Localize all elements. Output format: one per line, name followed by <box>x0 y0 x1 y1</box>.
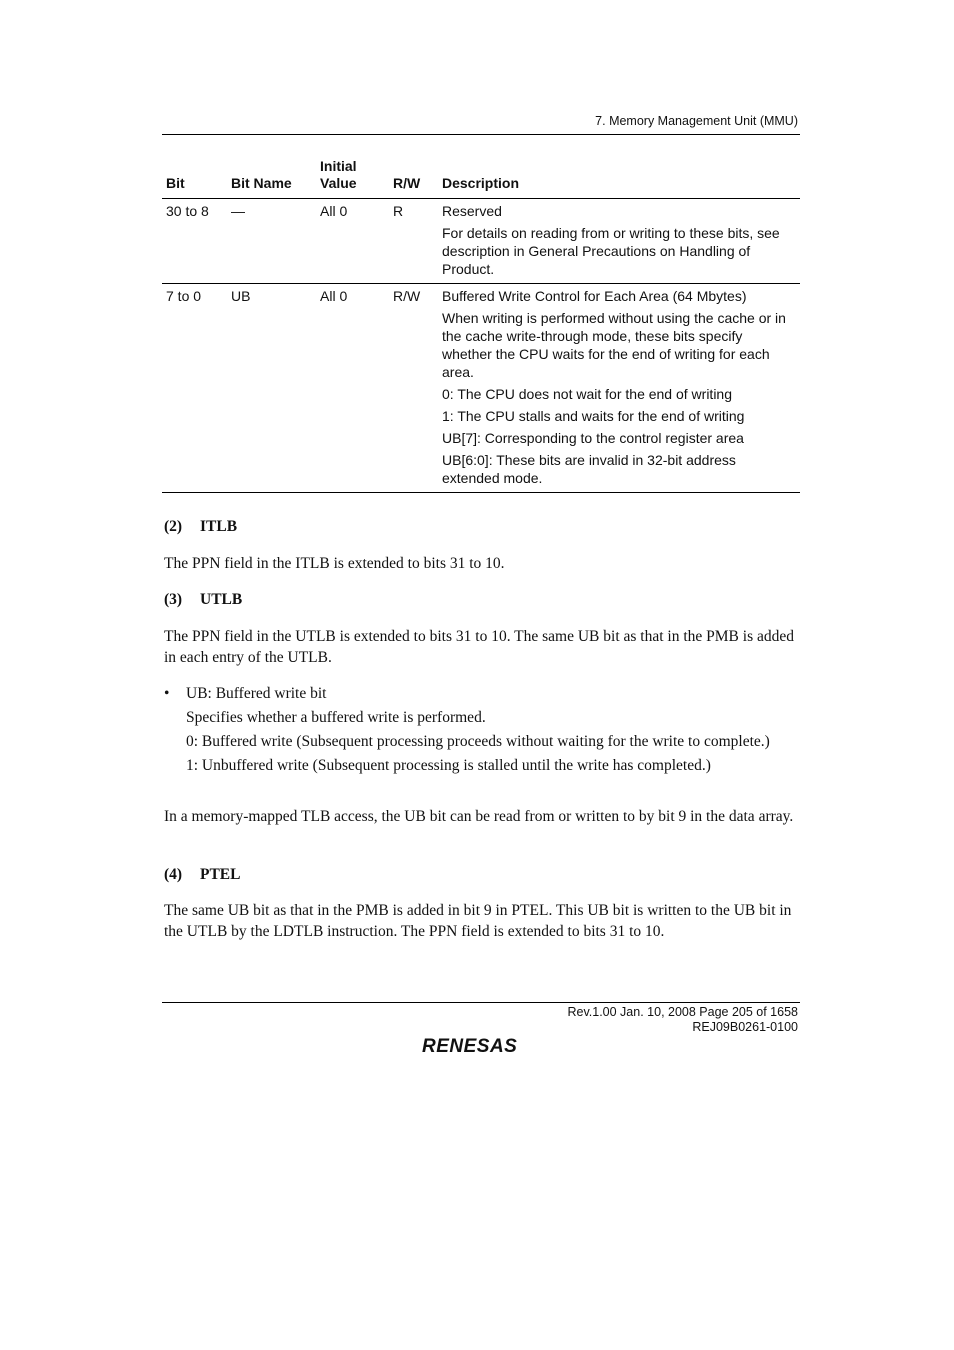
ub-bullet-item <box>164 682 800 778</box>
section-number: (3) <box>164 591 183 608</box>
running-header: 7. Memory Management Unit (MMU) <box>595 114 798 128</box>
cell-initial: All 0 <box>320 203 348 219</box>
cell-description <box>438 284 800 493</box>
section-heading-itlb <box>164 516 800 537</box>
cell-bit: 30 to 8 <box>166 203 209 219</box>
cell-rw: R <box>393 203 404 219</box>
table-row <box>162 199 800 284</box>
ptel-paragraph: The same UB bit as that in the PMB is added in bit 9 in PTEL. This UB bit is written to the UB bit in the UTLB by the LDTLB instruction. The PPN field is extended to bits 31 to 10. <box>164 902 792 940</box>
col-header-initial-line2: Value <box>320 175 357 191</box>
footer <box>162 1005 798 1035</box>
memory-mapped-paragraph: In a memory-mapped TLB access, the UB bit can be read from or written to by bit 9 in the data array. <box>164 808 794 825</box>
bullet-title: UB: Buffered write bit <box>186 685 327 702</box>
col-header-initial-line1: Initial <box>320 158 357 174</box>
description-line: UB[7]: Corresponding to the control register area <box>442 430 744 446</box>
col-header-bit: Bit <box>166 175 185 191</box>
col-header-rw: R/W <box>393 175 421 191</box>
register-bit-table <box>162 158 800 493</box>
description-line: UB[6:0]: These bits are invalid in 32-bit address extended mode. <box>442 452 736 486</box>
table-header-row <box>162 158 800 199</box>
cell-bit-name: — <box>231 203 245 219</box>
description-line: 1: The CPU stalls and waits for the end of writing <box>442 408 745 424</box>
section-number: (4) <box>164 866 183 883</box>
logo-wordmark: RENESAS <box>422 1036 518 1057</box>
utlb-paragraph: The PPN field in the UTLB is extended to bits 31 to 10. The same UB bit as that in the PMB is added in each entry of the UTLB. <box>164 628 794 666</box>
section-number: (2) <box>164 518 183 535</box>
cell-bit: 7 to 0 <box>166 288 202 304</box>
cell-initial: All 0 <box>320 288 348 304</box>
footer-revision: Rev.1.00 Jan. 10, 2008 Page 205 of 1658 <box>567 1005 798 1019</box>
section-title: PTEL <box>200 866 241 883</box>
section-heading-utlb <box>164 589 800 610</box>
footer-rule <box>162 1002 800 1003</box>
col-header-description: Description <box>442 175 520 191</box>
description-line: 0: The CPU does not wait for the end of writing <box>442 386 733 402</box>
header-rule <box>162 134 800 135</box>
footer-document-number: REJ09B0261-0100 <box>692 1020 798 1034</box>
bullet-line: Specifies whether a buffered write is performed. <box>186 709 486 726</box>
renesas-logo <box>420 1033 544 1057</box>
cell-bit-name: UB <box>231 288 251 304</box>
bullet-dot: • <box>164 685 170 702</box>
cell-rw: R/W <box>393 288 421 304</box>
col-header-initial-value <box>316 158 389 199</box>
table-row <box>162 284 800 493</box>
bullet-line: 0: Buffered write (Subsequent processing proceeds without waiting for the write to complete.) <box>186 733 770 750</box>
description-line: Reserved <box>442 203 502 219</box>
section-title: ITLB <box>200 518 238 535</box>
section-heading-ptel <box>164 864 800 885</box>
section-title: UTLB <box>200 591 243 608</box>
description-line: Buffered Write Control for Each Area (64 Mbytes) <box>442 288 747 304</box>
cell-description <box>438 199 800 284</box>
description-line: For details on reading from or writing to these bits, see description in General Precautions on Handling of Product. <box>442 225 780 277</box>
col-header-bit-name: Bit Name <box>231 175 292 191</box>
description-line: When writing is performed without using the cache or in the cache write-through mode, these bits specify whether the CPU waits for the end of writing for each area. <box>442 310 786 380</box>
bullet-line: 1: Unbuffered write (Subsequent processing is stalled until the write has completed.) <box>186 757 711 774</box>
itlb-paragraph: The PPN field in the ITLB is extended to bits 31 to 10. <box>164 555 505 572</box>
